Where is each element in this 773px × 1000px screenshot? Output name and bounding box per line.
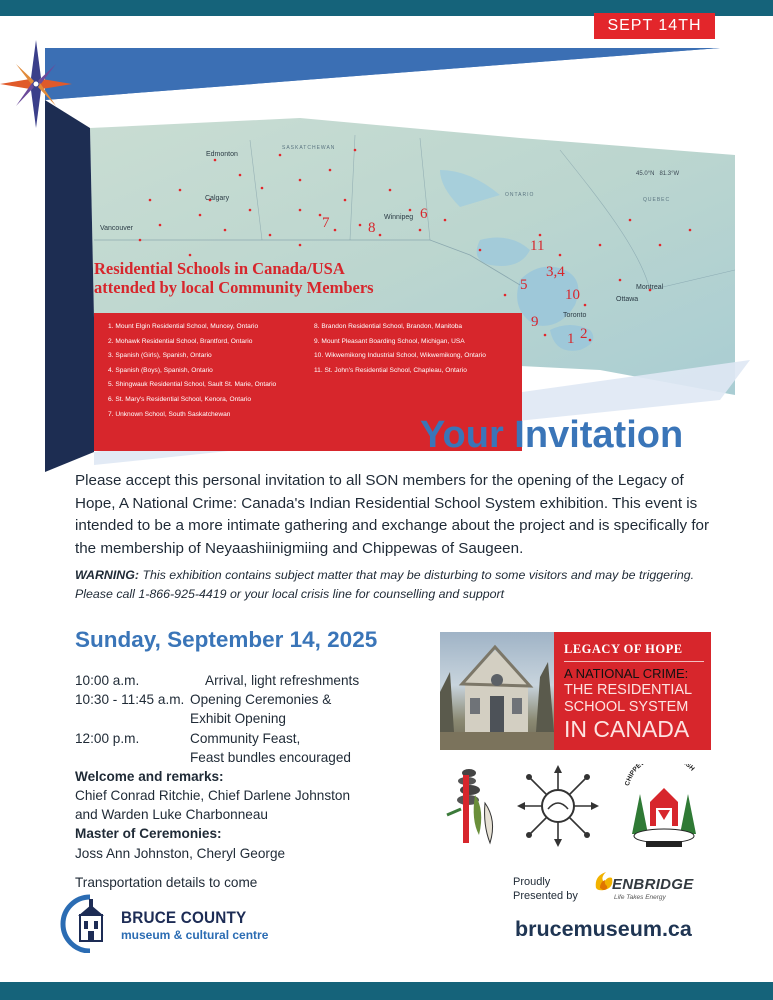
- poster-line-1: A NATIONAL CRIME:: [564, 666, 689, 681]
- map-city-label: Montreal: [636, 284, 664, 291]
- welcome-heading: Welcome and remarks:: [75, 769, 224, 784]
- legend-item: 7. Unknown School, South Saskatchewan: [108, 410, 231, 418]
- poster-heading: LEGACY OF HOPE: [564, 642, 683, 656]
- enbridge-tagline: Life Takes Energy: [614, 894, 666, 901]
- map-city-label: Ottawa: [616, 296, 639, 303]
- map-marker-number: 6: [420, 206, 428, 222]
- chippewas-of-nawash-logo-icon: [618, 764, 710, 854]
- schedule-time: 12:00 p.m.: [75, 731, 140, 746]
- map-marker-number: 11: [530, 238, 545, 254]
- map-marker-number: 7: [322, 215, 330, 231]
- warning-text: This exhibition contains subject matter that may be disturbing to some visitors and may be triggering. Please call 1-866-925-4419 or your local crisis line for counselling and support: [75, 568, 695, 601]
- legend-column-1: [108, 320, 276, 422]
- map-marker-number: 1: [567, 331, 575, 347]
- svg-text:CHIPPEWAS OF NAWASH: [624, 764, 696, 787]
- poster-line-2: THE RESIDENTIAL: [564, 682, 693, 698]
- bottom-band: [0, 982, 773, 1000]
- mc-names: Joss Ann Johnston, Cheryl George: [75, 846, 286, 861]
- welcome-names-2: and Warden Luke Charbonneau: [75, 807, 268, 822]
- mc-heading: Master of Ceremonies:: [75, 826, 222, 841]
- legend-item: 11. St. John's Residential School, Chapleau, Ontario: [314, 366, 467, 374]
- map-city-label: Winnipeg: [384, 214, 414, 221]
- legend-item: 4. Spanish (Boys), Spanish, Ontario: [108, 366, 213, 374]
- museum-website-link[interactable]: brucemuseum.ca: [515, 917, 692, 941]
- map-marker-number: 10: [565, 287, 580, 303]
- poster-line-4: IN CANADA: [564, 716, 690, 742]
- event-date: Sunday, September 14, 2025: [75, 627, 378, 652]
- church-photo: [440, 632, 554, 750]
- map-city-label: Edmonton: [206, 151, 238, 158]
- map-city-label: Calgary: [205, 195, 230, 202]
- poster-line-3: SCHOOL SYSTEM: [564, 699, 689, 715]
- enbridge-wordmark: ENBRIDGE: [612, 876, 694, 893]
- bruce-county-museum-logo-icon: [60, 893, 118, 953]
- chippewas-logo-text: CHIPPE SH: [624, 764, 696, 787]
- map-region-label: ONTARIO: [505, 192, 535, 198]
- legend-item: 6. St. Mary's Residential School, Kenora, Ontario: [108, 395, 252, 403]
- transport-note: Transportation details to come: [75, 875, 258, 890]
- map-region-label: QUEBEC: [643, 197, 671, 203]
- legend-column-2: [314, 320, 486, 378]
- legend-item: 1. Mount Elgin Residential School, Muncey, Ontario: [108, 323, 259, 330]
- compass-rose-icon: [0, 40, 72, 132]
- schedule-activity: Exhibit Opening: [190, 711, 286, 726]
- map-city-label: Toronto: [563, 312, 587, 319]
- map-city-label: Vancouver: [100, 225, 133, 232]
- schedule-activity: Community Feast,: [190, 731, 301, 746]
- map-marker-number: 8: [368, 220, 376, 236]
- schedule-time: 10:30 - 11:45 a.m.: [75, 692, 185, 707]
- schedule-activity: Arrival, light refreshments: [205, 673, 360, 688]
- church-image: [440, 632, 554, 750]
- invitation-intro: Please accept this personal invitation to all SON members for the opening of the Legacy of Hope, A National Crime: Canada's Indian Residential School System exhibition. This event is intended to be a more intimate gathering and exchange about the project and is specifically for the membership of Neyaashiinigmiing and Chippewas of Saugeen.: [75, 472, 710, 557]
- warning-label: WARNING:: [75, 568, 140, 582]
- map-marker-number: 9: [531, 314, 539, 330]
- legend-item: 5. Shingwauk Residential School, Sault St. Marie, Ontario: [108, 381, 277, 389]
- map-marker-number: 3,4: [546, 264, 565, 280]
- warning-notice: [75, 566, 735, 603]
- museum-subtitle: museum & cultural centre: [121, 928, 269, 942]
- map-title-line2: attended by local Community Members: [94, 278, 374, 297]
- saugeen-wheel-logo-icon: [515, 763, 601, 849]
- map-marker-number: 5: [520, 277, 528, 293]
- compass-lon: 81.3°W: [659, 171, 680, 177]
- schedule-activity: Feast bundles encouraged: [190, 750, 351, 765]
- legend-item: 9. Mount Pleasant Boarding School, Michigan, USA: [314, 337, 465, 345]
- proudly-label: Proudly: [513, 876, 551, 888]
- map-marker-number: 2: [580, 326, 588, 342]
- compass-lat: 45.0°N: [636, 171, 655, 177]
- legend-item: 2. Mohawk Residential School, Brantford, Ontario: [108, 337, 253, 345]
- navy-triangle: [45, 100, 94, 472]
- schedule-time: 10:00 a.m.: [75, 673, 140, 688]
- map-region-label: SASKATCHEWAN: [282, 145, 336, 151]
- welcome-names-1: Chief Conrad Ritchie, Chief Darlene Johnston: [75, 788, 351, 803]
- presented-by-text: [513, 875, 578, 903]
- invitation-title: Your Invitation: [420, 414, 684, 456]
- legend-item: 3. Spanish (Girls), Spanish, Ontario: [108, 352, 212, 360]
- presented-by-label: Presented by: [513, 890, 578, 902]
- legacy-of-hope-poster: [440, 632, 711, 750]
- map-title-line1: Residential Schools in Canada/USA: [94, 259, 345, 278]
- schedule-activity: Opening Ceremonies &: [190, 692, 332, 707]
- date-badge: SEPT 14TH: [594, 13, 715, 39]
- poster-divider: [564, 661, 704, 662]
- legend-item: 8. Brandon Residential School, Brandon, Manitoba: [314, 323, 463, 330]
- saugeen-first-nation-logo-icon: [445, 765, 501, 845]
- museum-name: BRUCE COUNTY: [121, 908, 247, 927]
- map-title: [94, 259, 374, 297]
- compass-coordinates: [636, 171, 708, 177]
- legend-item: 10. Wikwemikong Industrial School, Wikwemikong, Ontario: [314, 352, 486, 360]
